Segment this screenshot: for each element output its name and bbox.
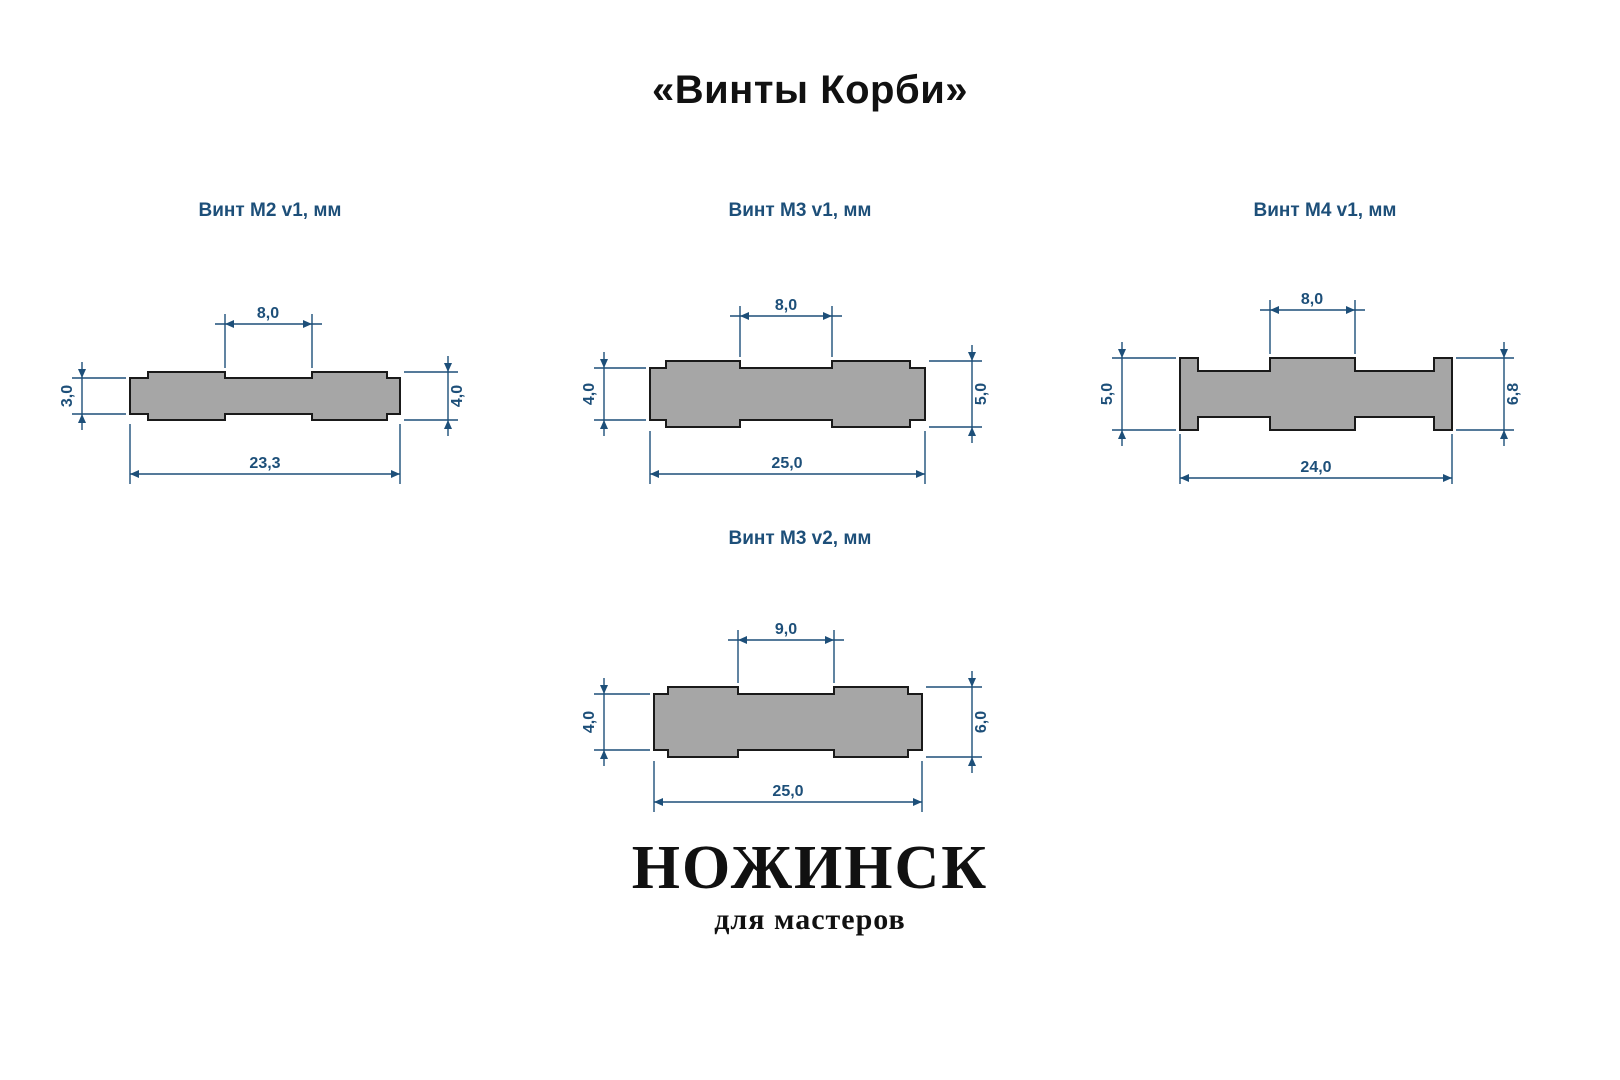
dim-left-label: 3,0 [59, 384, 76, 408]
dim-top-label: 9,0 [774, 621, 798, 638]
arrow-head [968, 757, 976, 766]
arrow-head [1180, 474, 1189, 482]
arrow-head [600, 359, 608, 368]
dim-bottom-label: 25,0 [771, 455, 803, 472]
arrow-head [78, 369, 86, 378]
brand-logo [0, 836, 1620, 937]
dim-left-label: 4,0 [581, 382, 598, 406]
dim-bottom-label: 23,3 [249, 455, 281, 472]
arrow-head [600, 685, 608, 694]
dim-right-label: 6,8 [1505, 382, 1522, 406]
arrow-head [78, 414, 86, 423]
part-outline [650, 361, 925, 427]
arrow-head [1118, 430, 1126, 439]
dim-right-label: 6,0 [973, 710, 990, 734]
dim-top-label: 8,0 [1300, 291, 1324, 308]
figure-drawing-m2 [40, 234, 500, 484]
arrow-head [1270, 306, 1279, 314]
figure-title: Винт М3 v1, мм [728, 200, 872, 221]
page-title: «Винты Корби» [651, 68, 969, 112]
arrow-head [303, 320, 312, 328]
arrow-head [913, 798, 922, 806]
arrow-head [444, 420, 452, 429]
arrow-head [823, 312, 832, 320]
figure-title: Винт М2 v1, мм [198, 200, 342, 221]
arrow-head [1346, 306, 1355, 314]
figure-drawing-m4v1 [1090, 234, 1560, 484]
dim-left-label: 4,0 [581, 710, 598, 734]
arrow-head [740, 312, 749, 320]
arrow-head [654, 798, 663, 806]
arrow-head [600, 420, 608, 429]
arrow-head [444, 363, 452, 372]
part-outline [654, 687, 922, 757]
figure-drawing-m3v1 [570, 234, 1030, 484]
arrow-head [391, 470, 400, 478]
part-outline [130, 372, 400, 420]
arrow-head [825, 636, 834, 644]
arrow-head [1118, 349, 1126, 358]
figure-drawing-m3v2 [570, 562, 1030, 812]
figure-title: Винт М3 v2, мм [728, 528, 872, 549]
arrow-head [650, 470, 659, 478]
dim-bottom-label: 25,0 [772, 783, 804, 800]
brand-name: НОЖИНСК [631, 834, 989, 902]
dim-left-label: 5,0 [1099, 382, 1116, 406]
figure-vint-m3-v2 [570, 528, 1030, 808]
dim-right-label: 4,0 [449, 384, 466, 408]
arrow-head [1500, 349, 1508, 358]
part-outline [1180, 358, 1452, 430]
arrow-head [916, 470, 925, 478]
figure-title: Винт М4 v1, мм [1253, 200, 1397, 221]
arrow-head [968, 678, 976, 687]
dim-right-label: 5,0 [973, 382, 990, 406]
arrow-head [225, 320, 234, 328]
arrow-head [968, 427, 976, 436]
arrow-head [968, 352, 976, 361]
arrow-head [130, 470, 139, 478]
dim-top-label: 8,0 [256, 305, 280, 322]
arrow-head [1443, 474, 1452, 482]
figure-vint-m2-v1 [40, 200, 500, 480]
figure-vint-m4-v1 [1090, 200, 1560, 480]
dim-top-label: 8,0 [774, 297, 798, 314]
figure-vint-m3-v1 [570, 200, 1030, 480]
brand-tagline: для мастеров [714, 903, 906, 937]
arrow-head [738, 636, 747, 644]
dim-bottom-label: 24,0 [1300, 459, 1332, 476]
arrow-head [1500, 430, 1508, 439]
arrow-head [600, 750, 608, 759]
